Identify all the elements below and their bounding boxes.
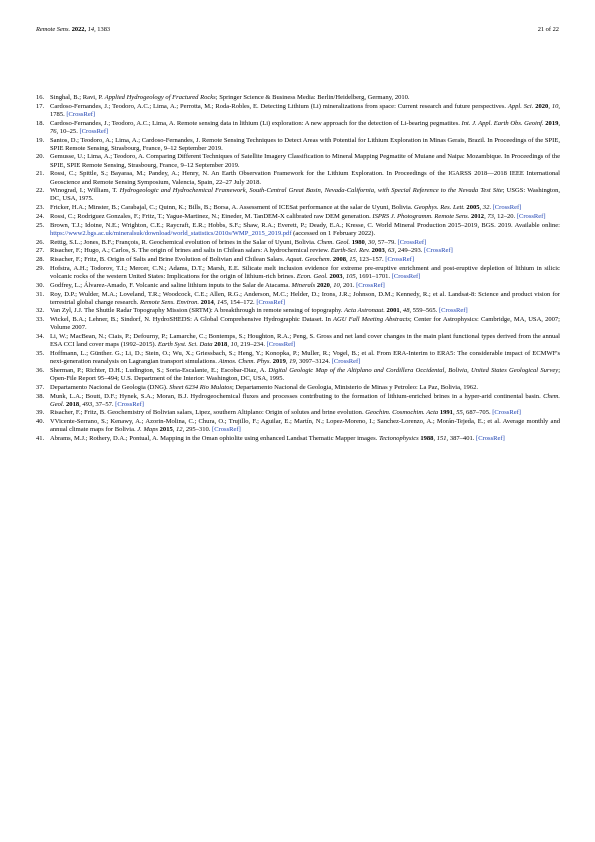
reference-number: 32.: [36, 307, 45, 315]
reference-italic-text: 19: [289, 358, 296, 366]
reference-number: 25.: [36, 221, 45, 229]
reference-text: Roy, D.P.; Wulder, M.A.; Loveland, T.R.; Woodcock, C.E.; Allen, R.G.; Anderson, M.C.; Helder, D.; Irons, J.R.; Johnson, D.M.; Kennedy, R.; et al. Landsat-8: Science and product vision for terrestrial global change research.: [50, 290, 560, 306]
reference-italic-text: 10: [230, 341, 238, 349]
reference-year: 2020: [316, 281, 330, 289]
reference-text: ,: [342, 273, 346, 280]
reference-number: 16.: [36, 94, 45, 101]
journal-year: 2022,: [71, 26, 87, 33]
crossref-link[interactable]: [CrossRef]: [66, 110, 96, 118]
crossref-link[interactable]: [CrossRef]: [115, 400, 144, 408]
reference-item: [36, 187, 560, 203]
reference-text: , 201.: [339, 281, 357, 289]
reference-number: 41.: [36, 435, 45, 443]
reference-number: 29.: [36, 264, 45, 272]
reference-italic-text: 76: [50, 127, 57, 135]
reference-item: [36, 367, 560, 383]
crossref-link[interactable]: [CrossRef]: [385, 256, 415, 264]
reference-italic-text: 10: [551, 102, 559, 110]
reference-text: ,: [399, 307, 403, 315]
reference-item: [36, 103, 560, 119]
reference-year: 2003: [371, 247, 385, 255]
reference-year: 2003: [329, 273, 343, 280]
reference-italic-text: Minerals: [291, 281, 316, 289]
reference-text: Rossi, C.; Rodriguez Gonzales, F.; Fritz, T.; Yague-Martinez, N.; Eineder, M. TanDEM-X calibrated raw DEM generation.: [50, 212, 373, 220]
reference-italic-text: Earth-Sci. Rev.: [330, 247, 371, 255]
reference-number: 19.: [36, 136, 45, 144]
reference-item: [36, 435, 560, 443]
reference-item: [36, 316, 560, 332]
reference-italic-text: Geophys. Res. Lett.: [414, 204, 465, 212]
reference-text: Rossi, C.; Spittle, S.; Bayaraa, M.; Pandey, A.; Henry, N. An Earth Observation Framework for the Lithium Exploration. In Proceedings of the IGARSS 2018—2018 IEEE International Geoscience and Remote Sensing Symposium, Valencia, Spain, 22–27 July 2018.: [50, 170, 560, 186]
reference-italic-text: Digital Geologic Map of the Altiplano and Cordillera Occidental, Bolivia, United States Geological Survey: [268, 366, 559, 374]
reference-text: ; Center for Astrophysics: Cambridge, MA, USA, 2007; Volume 2007.: [50, 316, 560, 332]
reference-number: 22.: [36, 187, 45, 195]
reference-text: ,: [558, 119, 561, 127]
reference-number: 38.: [36, 392, 45, 400]
reference-text: Li, W.; MacBean, N.; Ciais, P.; Defourny, P.; Lamarche, C.; Bontemps, S.; Houghton, R.A.; Peng, S. Gross and net land cover changes in the main plant functional types derived from the annual ESA CCI land cover maps (1992–2015).: [50, 333, 560, 349]
reference-number: 31.: [36, 290, 45, 298]
reference-item: [36, 94, 560, 102]
reference-item: [36, 291, 560, 307]
reference-number: 18.: [36, 119, 45, 127]
reference-number: 35.: [36, 349, 45, 357]
reference-year: 2001: [386, 307, 400, 315]
reference-text: , 12–20.: [493, 212, 517, 220]
reference-text: , 219–234.: [237, 341, 267, 349]
reference-text: Sherman, P.; Richter, D.H.; Ludington, S.; Soria-Escalante, E.; Escobar-Diaz, A.: [50, 366, 269, 374]
reference-year: 2019: [272, 358, 286, 366]
reference-text: ,: [227, 341, 231, 349]
reference-italic-text: Chem. Geol.: [50, 392, 560, 408]
reference-text: ,: [433, 435, 437, 443]
reference-text: Risacher, F.; Hugo, A.; Carlos, S. The origin of brines and salts in Chilean salars: A hydrochemical review.: [50, 247, 331, 255]
reference-number: 36.: [36, 366, 45, 374]
reference-item: [36, 393, 560, 409]
reference-number: 40.: [36, 418, 45, 426]
reference-text: ,: [479, 204, 483, 212]
reference-text: ,: [285, 358, 290, 366]
reference-text: Rettig, S.L.; Jones, B.F.; François, R. Geochemical evolution of brines in the Salar of Uyuni, Bolivia.: [50, 238, 318, 246]
reference-italic-text: Geochim. Cosmochim. Acta: [365, 409, 439, 417]
reference-item: [36, 222, 560, 238]
reference-italic-text: 10: [333, 281, 340, 289]
reference-text: , 57–79.: [374, 238, 398, 246]
reference-italic-text: Int. J. Appl. Earth Obs. Geoinf.: [461, 119, 544, 127]
reference-italic-text: 55: [456, 409, 463, 417]
reference-item: [36, 307, 560, 315]
reference-italic-text: 32: [482, 204, 490, 212]
reference-text: Risacher, F.; Fritz, B. Geochemistry of Bolivian salars, Lipez, southern Altiplano: Origin of solutes and brine evolution.: [50, 409, 366, 417]
reference-text: (accessed on 1 February 2022).: [291, 229, 376, 237]
reference-text: ,: [213, 298, 218, 306]
reference-item: [36, 153, 560, 169]
crossref-link[interactable]: [CrossRef]: [79, 127, 109, 135]
reference-item: [36, 384, 560, 392]
reference-number: 26.: [36, 238, 45, 246]
reference-year: 2005: [466, 204, 480, 212]
reference-item: [36, 239, 560, 247]
reference-text: , 3097–3124.: [295, 358, 332, 366]
reference-item: [36, 170, 560, 186]
reference-italic-text: J. Maps: [137, 426, 159, 434]
reference-italic-text: Econ. Geol.: [296, 273, 328, 280]
reference-year: 2019: [545, 119, 559, 127]
crossref-link[interactable]: [CrossRef]: [391, 273, 421, 280]
reference-italic-text: AGU Fall Meeting Abstracts: [333, 316, 410, 324]
reference-italic-text: Appl. Sci.: [507, 102, 534, 110]
reference-italic-text: 63: [388, 247, 395, 255]
crossref-link[interactable]: [CrossRef]: [516, 212, 546, 220]
reference-text: Departamento Nacional de Geologia (DNG).: [50, 383, 170, 391]
crossref-link[interactable]: [CrossRef]: [356, 281, 385, 289]
reference-number: 37.: [36, 383, 45, 391]
reference-text: ,: [484, 212, 488, 220]
reference-year: 2014: [200, 298, 214, 306]
reference-text: , 1691–1701.: [355, 273, 392, 280]
reference-item: [36, 265, 560, 281]
reference-text: ,: [452, 409, 457, 417]
reference-year: 1991: [439, 409, 453, 417]
reference-text: Hoffmann, L.; Günther. G.; Li, D.; Stein, O.; Wu, X.; Griessbach, S.; Heng, Y.; Konopka, P.; Muller, R.; Vogel, B.; et al. From ERA-Interim to ERA5: The considerable impact of ECMWF's next-generation reanalysis on Lagrangian transport simulations.: [50, 349, 560, 366]
reference-number: 27.: [36, 247, 45, 255]
reference-item: [36, 418, 560, 434]
reference-italic-text: Remote Sens. Environ.: [139, 298, 200, 306]
reference-item: [36, 256, 560, 264]
reference-text: , 295–310.: [182, 426, 213, 434]
crossref-link[interactable]: [CrossRef]: [256, 298, 286, 306]
url-link[interactable]: https://www2.bgs.ac.uk/mineralsuk/download/world_statistics/2010s/WMP_2015_2019.pdf: [50, 229, 292, 237]
reference-text: Fricker, H.A.; Minster, B.; Carabajal, C.; Quinn, K.; Bills, B.; Borsa, A. Assessment of ICESat performance at the salar de Uyuni, Bolivia.: [50, 204, 415, 212]
reference-year: 1988: [420, 435, 434, 443]
reference-text: Abrams, M.J.; Rothery, D.A.; Pontual, A. Mapping in the Oman ophiolite using enhanced Landsat Thematic Mapper images.: [50, 435, 379, 443]
reference-text: ,: [79, 400, 83, 408]
reference-item: [36, 409, 560, 417]
reference-text: Godfrey, L.; Álvarez-Amado, F. Volcanic and saline lithium inputs to the Salar de Atacama.: [50, 281, 292, 289]
reference-italic-text: 493: [82, 400, 93, 408]
reference-italic-text: 73: [487, 212, 494, 220]
running-header: [36, 26, 110, 33]
reference-number: 28.: [36, 256, 45, 264]
reference-italic-text: Chem. Geol.: [317, 238, 351, 246]
reference-number: 33.: [36, 316, 45, 324]
reference-number: 20.: [36, 153, 45, 161]
reference-text: Singhal, B.; Ravi, P.: [50, 94, 105, 101]
reference-text: ; Springer Science & Business Media: Berlin/Heidelberg, Germany, 2010.: [215, 94, 410, 101]
reference-year: 2012: [470, 212, 485, 220]
reference-italic-text: 151: [436, 435, 447, 443]
reference-year: 2020: [535, 102, 549, 110]
reference-year: 2008: [332, 256, 346, 264]
crossref-link[interactable]: [CrossRef]: [397, 238, 427, 246]
article-number: 1383: [97, 26, 111, 33]
reference-italic-text: Hydrogeologic and Hydrochemical Framework, South-Central Great Basin, Nevada-California, with Special Reference to the Nevada Test Site: [119, 187, 503, 195]
reference-item: [36, 247, 560, 255]
reference-text: ; Departamento Nacional de Geologia, Ministerio de Minas y Petroleo: La Paz, Bolivia, 1962.: [232, 383, 478, 391]
reference-text: VVicente-Serrano, S.; Kenawy, A.; Azorin-Molina, C.; Chura, O.; Trujillo, F.; Aguilar, E.; Martín, N.; Lopez-Moreno, I.; Sanchez-Lorenzo, A.; Morán-Tejeda, E.; et al. Average monthly and annual climate maps for Bolivia.: [50, 418, 560, 434]
reference-text: , 249–293.: [394, 247, 425, 255]
journal-name: Remote Sens.: [36, 26, 71, 33]
reference-text: Winograd, I.; William, T.: [50, 187, 120, 195]
reference-italic-text: 12: [176, 426, 183, 434]
reference-italic-text: ISPRS J. Photogramm. Remote Sens.: [372, 212, 470, 220]
reference-text: .: [489, 204, 493, 212]
reference-text: ,: [364, 238, 369, 246]
reference-item: [36, 137, 560, 153]
reference-text: ,: [172, 426, 177, 434]
crossref-link[interactable]: [CrossRef]: [266, 341, 296, 349]
reference-number: 23.: [36, 204, 45, 212]
reference-text: ,: [329, 281, 334, 289]
reference-italic-text: 48: [402, 307, 410, 315]
reference-number: 17.: [36, 102, 45, 110]
reference-item: [36, 282, 560, 290]
reference-text: Risacher, F.; Fritz, B. Origin of Salts and Brine Evolution of Bolivian and Chilean Salars.: [50, 256, 286, 264]
reference-text: , 687–705.: [462, 409, 493, 417]
reference-italic-text: Earth Syst. Sci. Data: [157, 341, 213, 349]
reference-text: Brown, T.J.; Idoine, N.E.; Wrighton, C.E.; Raycraft, E.R.; Hobbs, S.F.; Shaw, R.A.; Everett, P.; Deady, E.A.; Kresse, C. World Mineral Production 2015–2019, BGS. 2019. Available online:: [50, 221, 560, 229]
reference-item: [36, 204, 560, 212]
reference-italic-text: Acta Astronaut.: [344, 307, 385, 315]
reference-text: ; Open-File Report 95–494; U.S. Department of the Interior: Washington, DC, USA, 1995.: [50, 366, 561, 383]
reference-text: ,: [384, 247, 389, 255]
crossref-link[interactable]: [CrossRef]: [212, 426, 241, 434]
reference-number: 39.: [36, 409, 45, 417]
reference-text: , 123–157.: [355, 256, 386, 264]
reference-list: [36, 94, 560, 444]
reference-number: 30.: [36, 281, 45, 289]
reference-text: Santos, D.; Teodoro, A.; Lima, A.; Cardoso-Fernandes, J. Remote Sensing Techniques to Detect Areas with Potential for Lithium Exploration in Minas Gerais, Brazil. In Proceedings of the SPIE, SPIE Remote Sensing, Strasbourg, France, 9–12 September 2019.: [50, 136, 560, 152]
reference-text: Cardoso-Fernandes, J.; Teodoro, A.C.; Lima, A.; Perrotta, M.; Roda-Robles, E. Detecting Lithium (Li) mineralizations from space: Current research and future perspectives.: [50, 102, 508, 110]
reference-text: , 559–565.: [409, 307, 439, 315]
reference-item: [36, 120, 560, 136]
reference-italic-text: Sheet 6234 Rio Mulatos: [169, 383, 232, 391]
reference-number: 24.: [36, 212, 45, 220]
reference-text: ,: [548, 102, 552, 110]
crossref-link[interactable]: [CrossRef]: [438, 307, 468, 315]
reference-text: ,: [345, 256, 350, 264]
reference-number: 34.: [36, 333, 45, 341]
reference-italic-text: Atmos. Chem. Phys.: [218, 358, 272, 366]
journal-volume: 14,: [87, 26, 96, 33]
reference-italic-text: 30: [368, 238, 375, 246]
reference-year: 2015: [159, 426, 173, 434]
reference-year: 2018: [66, 400, 80, 408]
reference-item: [36, 213, 560, 221]
reference-text: , 1785.: [50, 102, 561, 118]
reference-item: [36, 333, 560, 349]
reference-text: Cardoso-Fernandes, J.; Teodoro, A.C.; Lima, A. Remote sensing data in lithium (Li) exploration: A new approach for the detection of Li-bearing pegmatites.: [50, 119, 462, 127]
reference-text: Hofstra, A.H.; Todorov, T.I.; Mercer, C.N.; Adams, D.T.; Marsh, E.E. Silicate melt inclusion evidence for extreme pre-eruptive enrichment and post-eruptive depletion of lithium in silicic volcanic rocks of the western United States: Implications for the origin of lithium-rich brines.: [50, 264, 560, 280]
reference-text: , 37–57.: [92, 400, 116, 408]
reference-text: Munk, L.A.; Boutt, D.F.; Hynek, S.A.; Moran, B.J. Hydrogeochemical fluxes and processes contributing to the formation of lithium-enriched brines in a hyper-arid continental basin.: [50, 392, 544, 400]
reference-number: 21.: [36, 170, 45, 178]
reference-text: , 10–25.: [56, 127, 80, 135]
reference-text: Wickel, B.A.; Lehner, B.; Sindorf, N. HydroSHEDS: A Global Comprehensive Hydrographic Dataset. In: [50, 316, 333, 324]
reference-text: Van Zyl, J.J. The Shuttle Radar Topography Mission (SRTM): A breakthrough in remote sensing of topography.: [50, 307, 345, 315]
reference-italic-text: 105: [345, 273, 356, 280]
reference-year: 2018: [214, 341, 228, 349]
crossref-link[interactable]: [CrossRef]: [476, 435, 505, 443]
crossref-link[interactable]: [CrossRef]: [492, 204, 522, 212]
reference-italic-text: Applied Hydrogeology of Fractured Rocks: [104, 94, 216, 101]
crossref-link[interactable]: [CrossRef]: [492, 409, 521, 417]
reference-italic-text: 145: [217, 298, 227, 306]
reference-text: , 154–172.: [226, 298, 257, 306]
reference-italic-text: Tectonophysics: [378, 435, 419, 443]
reference-text: , 387–401.: [446, 435, 477, 443]
reference-italic-text: Aquat. Geochem.: [285, 256, 332, 264]
reference-text: Gemusse, U.; Lima, A.; Teodoro, A. Comparing Different Techniques of Satellite Imagery Classification to Mineral Mapping Pegmatite of Muiane and Naipa: Mozambique. In Proceedings of the SPIE, SPIE Remote Sensing, Strasbourg, France, 9–12 September 2019.: [50, 153, 560, 169]
crossref-link[interactable]: [CrossRef]: [424, 247, 453, 255]
page-number: 21 of 22: [537, 26, 559, 33]
reference-year: 1980: [351, 238, 365, 246]
reference-italic-text: 15: [349, 256, 356, 264]
reference-item: [36, 350, 560, 366]
crossref-link[interactable]: [CrossRef]: [331, 358, 361, 366]
reference-text: ; USGS: Washington, DC, USA, 1975.: [50, 187, 561, 203]
